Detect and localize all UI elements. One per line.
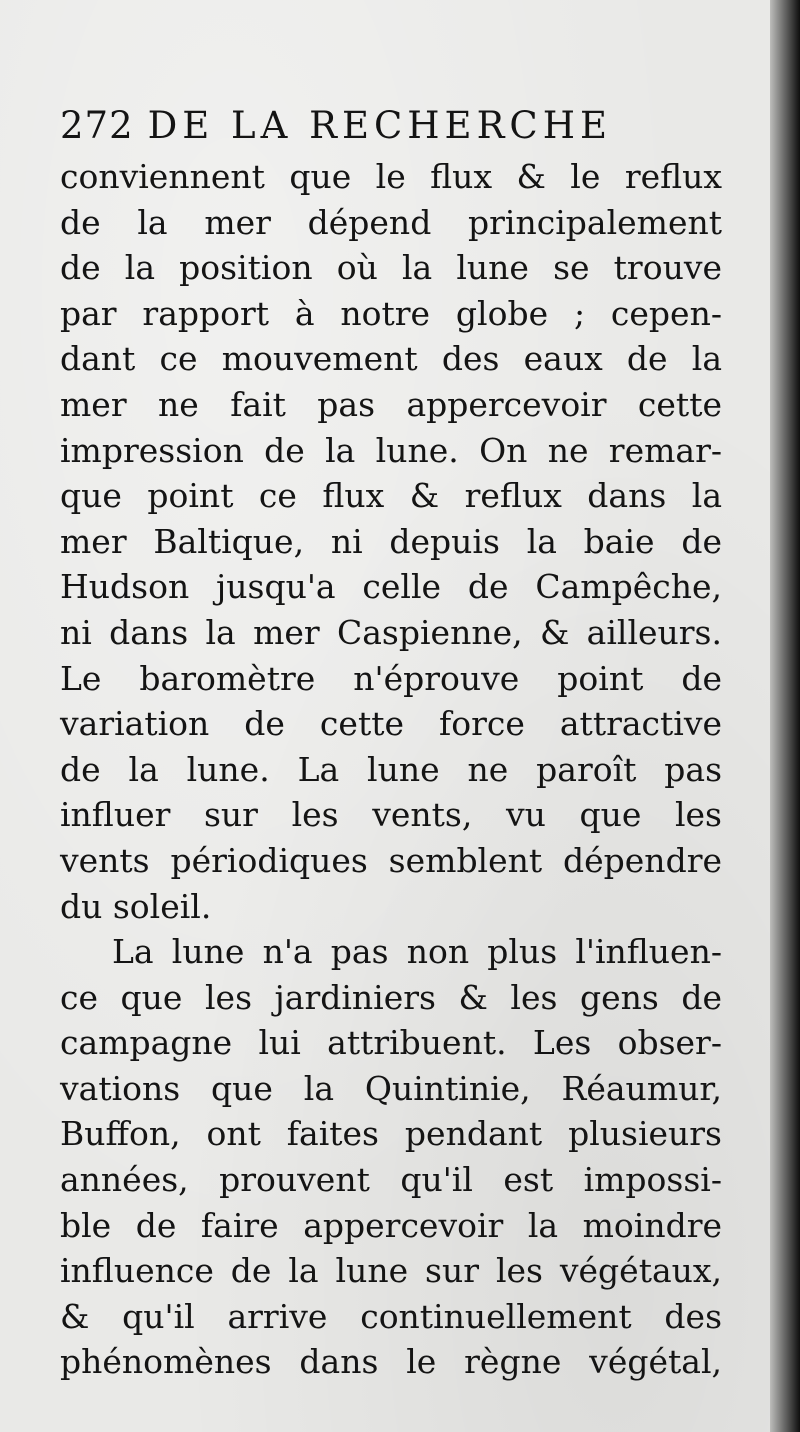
text-line: ce que les jardiniers & les gens de <box>60 977 722 1017</box>
page-number: 272 <box>60 104 134 147</box>
text-line: Hudson jusqu'a celle de Campêche, <box>60 567 722 607</box>
text-line: du soleil. <box>60 886 212 926</box>
text-line: vents périodiques semblent dépendre <box>60 840 722 880</box>
text-line: influence de la lune sur les végétaux, <box>60 1251 722 1291</box>
page-edge-shadow <box>770 0 800 1432</box>
running-head <box>60 98 722 154</box>
text-line: campagne lui attribuent. Les obser- <box>60 1023 722 1063</box>
text-line: années, prouvent qu'il est impossi- <box>60 1160 722 1200</box>
running-head-title: DE LA RECHERCHE <box>147 104 613 147</box>
text-line: que point ce flux & reflux dans la <box>60 476 722 516</box>
text-line: impression de la lune. On ne remar- <box>60 430 722 470</box>
text-line: de la mer dépend principalement <box>60 202 722 242</box>
text-line: mer ne fait pas appercevoir cette <box>60 384 722 424</box>
text-line: de la position où la lune se trouve <box>60 248 722 288</box>
text-line: La lune n'a pas non plus l'influen- <box>112 932 722 972</box>
text-line: & qu'il arrive continuellement des <box>60 1296 722 1336</box>
text-line: par rapport à notre globe ; cepen- <box>60 293 722 333</box>
text-line: ble de faire appercevoir la moindre <box>60 1205 722 1245</box>
text-line: de la lune. La lune ne paroît pas <box>60 749 722 789</box>
text-line: influer sur les vents, vu que les <box>60 795 722 835</box>
text-line: Le baromètre n'éprouve point de <box>60 658 722 698</box>
text-line: variation de cette force attractive <box>60 704 722 744</box>
text-line: conviennent que le flux & le reflux <box>60 157 722 196</box>
text-line: phénomènes dans le règne végétal, <box>60 1342 722 1382</box>
text-line: ni dans la mer Caspienne, & ailleurs. <box>60 612 722 652</box>
text-line: Buffon, ont faites pendant plusieurs <box>60 1114 722 1154</box>
page-text <box>60 98 722 1385</box>
text-line: dant ce mouvement des eaux de la <box>60 339 722 379</box>
text-line: mer Baltique, ni depuis la baie de <box>60 521 722 561</box>
paragraph-1 <box>60 154 722 929</box>
text-line: vations que la Quintinie, Réaumur, <box>60 1068 722 1108</box>
paragraph-2 <box>60 929 722 1385</box>
